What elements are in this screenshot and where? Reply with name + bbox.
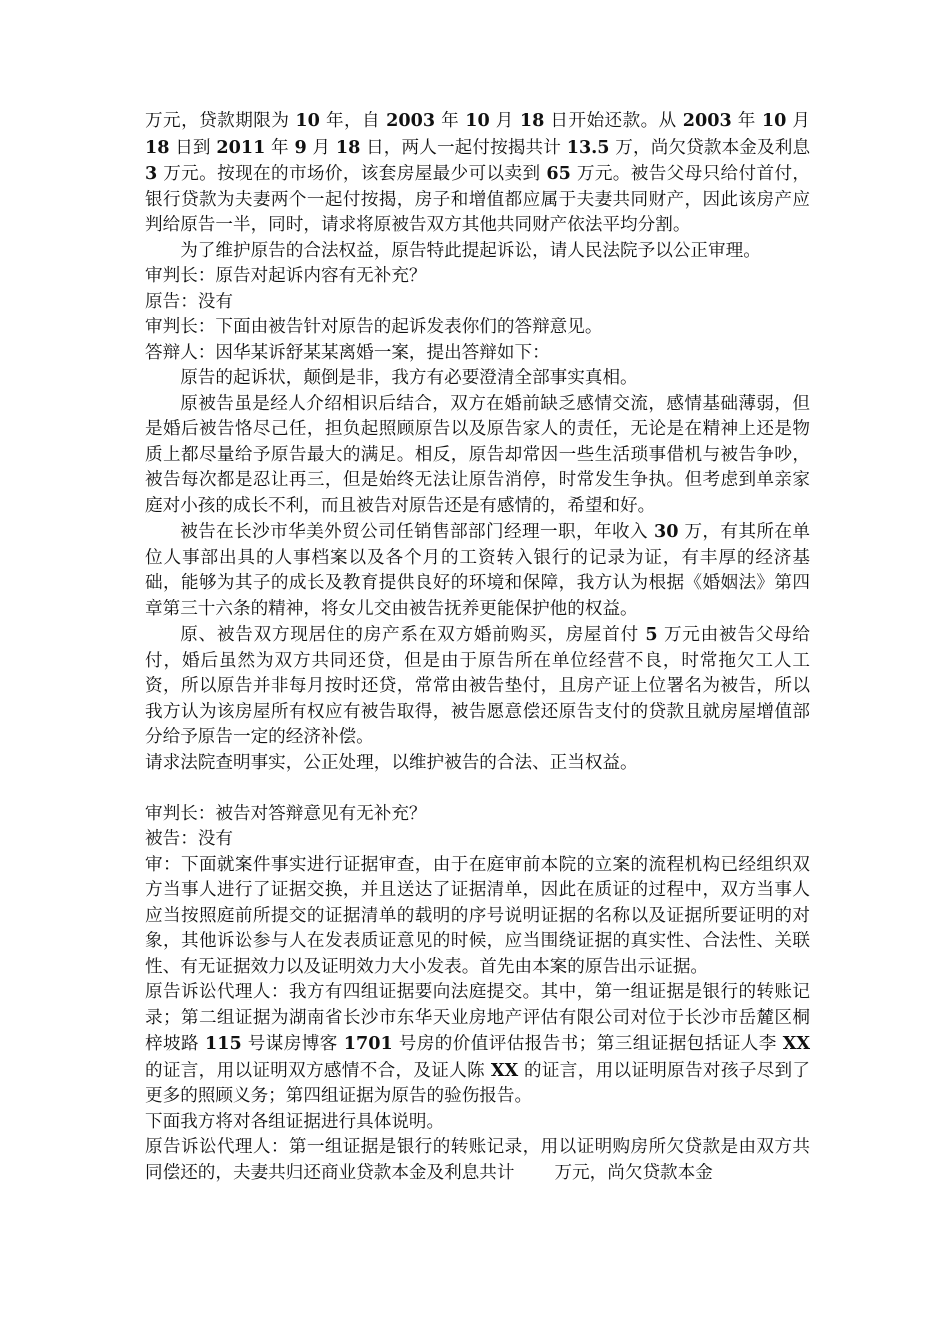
bold-text-run: 3 [145,163,158,184]
document-paragraph [145,980,810,1110]
blank-line [145,776,810,802]
text-run: 年，自 [319,111,387,131]
text-run: 万元。按现在的市场价，该套房屋最少可以卖到 [157,164,547,184]
document-paragraph [145,341,810,367]
text-run: 原、被告双方现居住的房产系在双方婚前购买，房屋首付 [180,625,646,645]
bold-text-run: 30 [653,521,679,542]
bold-text-run: 10 [761,110,787,131]
text-run: 审判长：原告对起诉内容有无补充？ [145,266,427,286]
text-run: 日到 [169,137,217,158]
text-run: 为了维护原告的合法权益，原告特此提起诉讼，请人民法院予以公正审理。 [180,240,761,261]
bold-text-run: 1701 [343,1033,393,1054]
text-run: 万元，尚欠贷款本金 [554,1162,713,1183]
text-run: 万，尚欠贷款本金及利息 [609,137,811,158]
document-paragraph [145,519,810,622]
bold-text-run: XX [782,1033,811,1054]
bold-text-run: 18 [519,110,545,131]
document-paragraph [145,264,810,290]
document-paragraph [145,392,810,520]
document-paragraph [145,315,810,341]
text-run: 被告在长沙市华美外贸公司任销售部部门经理一职，年收入 [180,522,654,542]
text-run: 万元，贷款期限为 [145,111,296,131]
text-run: 答辩人：因华某诉舒某某离婚一案，提出答辩如下： [145,342,550,363]
text-run: 审判长：下面由被告针对原告的起诉发表你们的答辩意见。 [145,317,603,337]
text-run: 万，有其所在单位人事部出具的人事档案以及各个月的工资转入银行的记录为证，有丰厚的经济基础，能够为其子的成长及教育提供良好的环境和保障，我方认为根据《婚姻法》第四章第三十六条的精神，将女儿交由被告抚养更能保护他的权益。 [145,522,810,619]
document-paragraph [145,827,810,853]
text-run: 审判长：被告对答辩意见有无补充？ [145,803,427,824]
document-paragraph [145,751,810,777]
text-run: 原告：没有 [145,291,233,312]
text-run: 日，两人一起付按揭共计 [360,137,567,158]
bold-text-run: 18 [335,136,361,158]
text-run: 原告诉讼代理人：我方有四组证据要向法庭提交。其中，第一组证据是银行的转账记录；第二组证据为湖南省长沙市东华天业房地产评估有限公司对位于长沙市岳麓区桐梓坡路 [145,982,810,1054]
bold-text-run: 2003 [386,110,436,131]
text-run: 年 [435,111,466,131]
text-run: 月 [489,111,520,131]
document-paragraph [145,366,810,392]
text-run: 的证言，用以证明双方感情不合，及证人陈 [145,1060,491,1081]
bold-text-run: 18 [145,136,170,158]
bold-text-run: 10 [465,110,490,131]
bold-text-run: 5 [645,624,658,645]
text-run: 日开始还款。从 [544,111,683,131]
text-run: 原告的起诉状，颠倒是非，我方有必要澄清全部事实真相。 [180,368,638,388]
document-paragraph [145,239,810,265]
document-paragraph [145,1110,810,1136]
text-run: 万元。被告父母只给付首付，银行贷款为夫妻两个一起付按揭，房子和增值都应属于夫妻共同财产，因此该房产应判给原告一半，同时，请求将原被告双方其他共同财产依法平均分割。 [145,164,810,235]
text-run: 号谋房博客 [241,1034,344,1054]
text-run: 原被告虽是经人介绍相识后结合，双方在婚前缺乏感情交流，感情基础薄弱，但是婚后被告恪尽己任，担负起照顾原告以及原告家人的责任，无论是在精神上还是物质上都尽量给予原告最大的满足。相反，原告却常因一些生活琐事借机与被告争吵，被告每次都是忍让再三，但是始终无法让原告消停，时常发生争执。但考虑到单亲家庭对小孩的成长不利，而且被告对原告还是有感情的，希望和好。 [145,393,810,516]
text-run: 请求法院查明事实，公正处理，以维护被告的合法、正当权益。 [145,752,638,773]
document-paragraph [145,290,810,316]
text-run: 月 [786,111,811,131]
document-page [145,108,810,1186]
bold-text-run: 2003 [682,110,732,131]
text-run: 月 [306,137,336,158]
text-run: 下面我方将对各组证据进行具体说明。 [145,1111,445,1132]
bold-text-run: 115 [205,1033,242,1054]
bold-text-run: XX [490,1059,519,1081]
text-run: 被告：没有 [145,829,233,849]
text-run: 的证言，用以证明原告对孩子尽到了更多的照顾义务；第四组证据为原告的验伤报告。 [145,1060,810,1106]
bold-text-run: 10 [295,110,320,131]
text-run: 审：下面就案件事实进行证据审查，由于在庭审前本院的立案的流程机构已经组织双方当事人进行了证据交换，并且送达了证据清单，因此在质证的过程中，双方当事人应当按照庭前所提交的证据清单的载明的序号说明证据的名称以及证据所要证明的对象，其他诉讼参与人在发表质证意见的时候，应当围绕证据的真实性、合法性、关联性、有无证据效力以及证明效力大小发表。首先由本案的原告出示证据。 [145,854,810,977]
bold-text-run: 2011 [216,136,266,158]
text-run: 年 [731,111,762,131]
document-paragraph [145,1135,810,1186]
text-run: 万元由被告父母给付，婚后虽然为双方共同还贷，但是由于原告所在单位经营不良，时常拖欠工人工资，所以原告并非每月按时还贷，常常由被告垫付，且房产证上位署名为被告，所以我方认为该房屋所有权应有被告取得，被告愿意偿还原告支付的贷款且就房屋增值部分给予原告一定的经济补偿。 [145,625,810,747]
document-paragraph [145,802,810,828]
bold-text-run: 65 [546,163,571,184]
document-paragraph [145,853,810,981]
text-run: 号房的价值评估报告书；第三组证据包括证人李 [392,1034,783,1054]
bold-text-run: 13.5 [566,136,610,158]
document-paragraph [145,108,810,239]
document-paragraph [145,622,810,751]
text-run: 年 [265,137,295,158]
bold-text-run: 9 [294,136,307,158]
text-run: 原告诉讼代理人：第一组证据是银行的转账记录，用以证明购房所欠贷款是由双方共同偿还的，夫妻共归还商业贷款本金及利息共计 [145,1137,810,1183]
